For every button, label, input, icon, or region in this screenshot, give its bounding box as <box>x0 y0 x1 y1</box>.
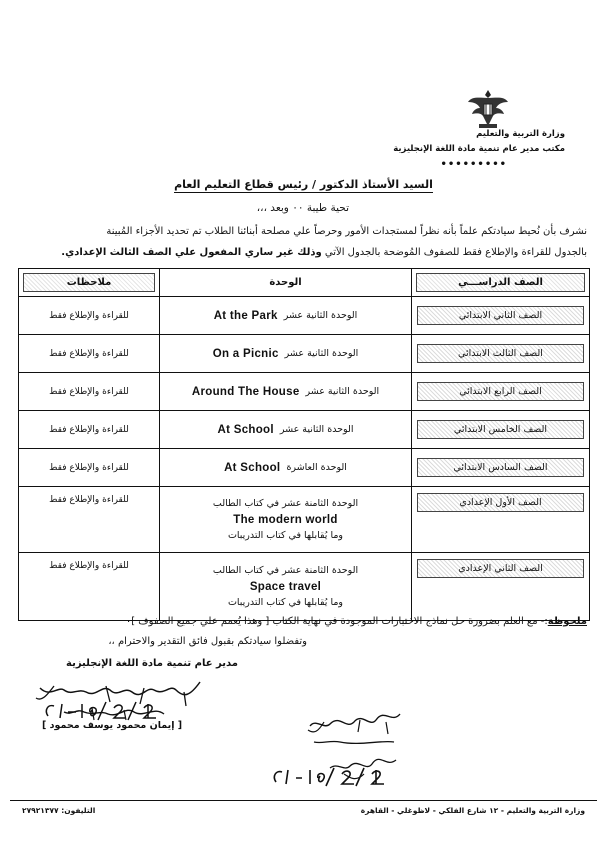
note-line: ملحوظة:- مع العلم بضرورة حل نماذج الاختبارات الموجودة في نهاية الكتاب [ وهذا يُعمم علي جميع الصفوف ]٠ <box>125 616 587 627</box>
grade-cell: الصف الثالث الابتدائي <box>417 344 584 363</box>
note-cell: للقراءة والإطلاع فقط <box>19 487 160 553</box>
grade-cell: الصف الثاني الابتدائي <box>417 306 584 325</box>
unit-cell: الوحدة الثامنة عشر في كتاب الطالب The modern world وما يُقابلها في كتاب التدريبات <box>212 497 359 541</box>
unit-cell: الوحدة الثانية عشر On a Picnic <box>212 347 359 360</box>
footer-phone: التليفون: ٢٧٩٢١٣٧٧ <box>22 806 96 815</box>
grade-cell: الصف السادس الابتدائي <box>417 458 584 477</box>
units-table <box>18 268 590 621</box>
body-line-2: بالجدول للقراءة والإطلاع فقط للصفوف المُوضحة بالجدول الآتي وذلك غير ساري المفعول علي الصف الثالث الإعدادي. <box>61 247 587 258</box>
header-grade: الصف الدراســـي <box>412 269 590 297</box>
salutation: السيد الأستاذ الدكتور / رئيس قطاع التعليم العام <box>174 178 433 191</box>
closing-line: وتفضلوا سيادتكم بقبول فائق التقدير والاحترام ،، <box>108 636 307 647</box>
handwritten-date-left <box>40 700 160 722</box>
table-row <box>19 553 590 621</box>
footer-divider <box>10 800 597 801</box>
greeting: تحية طيبة ٠٠ وبعد ،،، <box>256 202 349 214</box>
signatory-name: [ إيمان محمود يوسف محمود ] <box>42 720 183 731</box>
table-header-row <box>19 269 590 297</box>
note-cell: للقراءة والإطلاع فقط <box>19 553 160 621</box>
note-cell: للقراءة والإطلاع فقط <box>19 335 160 373</box>
grade-cell: الصف الرابع الابتدائي <box>417 382 584 401</box>
header-notes: ملاحظات <box>19 269 160 297</box>
unit-cell: الوحدة الثانية عشر At School <box>217 423 354 436</box>
table-row <box>19 373 590 411</box>
table-row <box>19 411 590 449</box>
header-dots: ••••••••• <box>440 159 507 170</box>
unit-cell: الوحدة الثامنة عشر في كتاب الطالب Space travel وما يُقابلها في كتاب التدريبات <box>212 564 359 608</box>
note-cell: للقراءة والإطلاع فقط <box>19 373 160 411</box>
office-name: مكتب مدير عام تنمية مادة اللغة الإنجليزية <box>393 144 565 154</box>
table-row <box>19 449 590 487</box>
header-unit: الوحدة <box>160 269 412 297</box>
ministry-name: وزارة التربية والتعليم <box>476 129 565 139</box>
grade-cell: الصف الثاني الإعدادي <box>417 559 584 578</box>
egypt-eagle-emblem-icon <box>466 86 510 130</box>
footer-address: وزارة التربية والتعليم - ١٢ شارع الفلكي - لاظوغلي - القاهرة <box>360 806 585 815</box>
grade-cell: الصف الأول الإعدادي <box>417 493 584 512</box>
grade-cell: الصف الخامس الابتدائي <box>417 420 584 439</box>
body-line-1: نشرف بأن نُحيط سيادتكم علماً بأنه نظراً لمستجدات الأمور وحرصاً علي مصلحة أبنائنا الطلاب تم تحديد الأجزاء المُبينة <box>106 226 587 237</box>
table-row <box>19 297 590 335</box>
unit-cell: الوحدة الثانية عشر At the Park <box>213 309 358 322</box>
note-cell: للقراءة والإطلاع فقط <box>19 449 160 487</box>
signature-title: مدير عام تنمية مادة اللغة الإنجليزية <box>66 658 238 669</box>
table-row <box>19 487 590 553</box>
unit-cell: الوحدة العاشرة At School <box>224 461 347 474</box>
table-row <box>19 335 590 373</box>
unit-cell: الوحدة الثانية عشر Around The House <box>191 385 380 398</box>
handwritten-date-right <box>268 762 388 790</box>
note-cell: للقراءة والإطلاع فقط <box>19 411 160 449</box>
note-cell: للقراءة والإطلاع فقط <box>19 297 160 335</box>
